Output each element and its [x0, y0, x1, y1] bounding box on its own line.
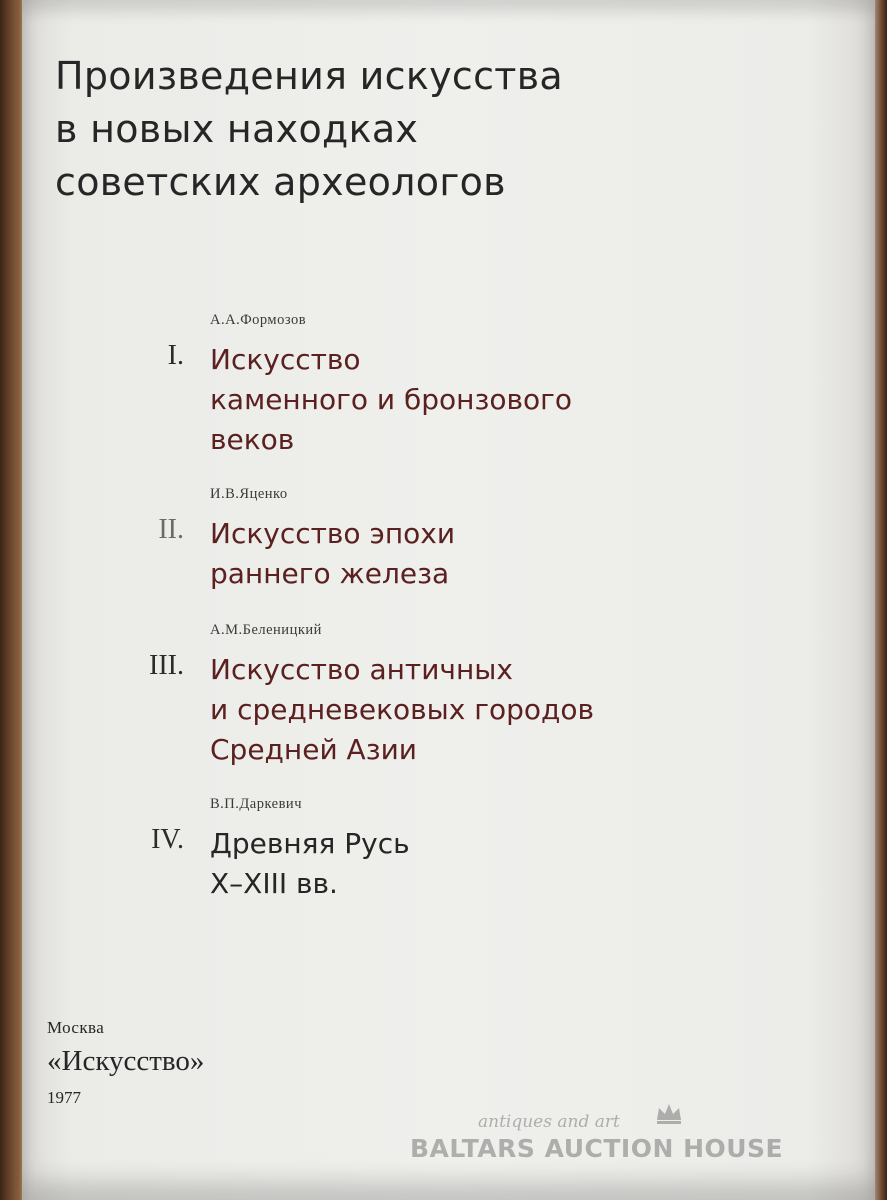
book-title-line: Произведения искусства — [55, 54, 563, 98]
publisher-block — [47, 1018, 204, 1108]
section-numeral: IV. — [151, 824, 184, 855]
publisher-name: «Искусство» — [47, 1045, 205, 1077]
section-title-line: каменного и бронзового — [210, 383, 572, 416]
section-title — [210, 650, 594, 770]
section-title-line: X–XIII вв. — [210, 867, 338, 900]
section-title-line: Искусство эпохи — [210, 517, 456, 550]
book-title — [55, 50, 715, 209]
section-title-line: Древняя Русь — [210, 827, 410, 860]
section-title-line: Средней Азии — [210, 733, 417, 766]
title-page — [22, 0, 875, 1200]
section-title-line: Искусство — [210, 343, 361, 376]
section-title — [210, 340, 572, 460]
watermark-name: BALTARS AUCTION HOUSE — [410, 1134, 784, 1163]
watermark-tagline: antiques and art — [478, 1112, 620, 1132]
section-title-line: раннего железа — [210, 557, 450, 590]
section-title-line: веков — [210, 423, 295, 456]
auction-house-watermark — [410, 1112, 830, 1172]
section-numeral: I. — [167, 340, 184, 371]
book-title-line: советских археологов — [55, 160, 506, 204]
section-author: В.П.Даркевич — [210, 796, 302, 812]
section-title — [210, 824, 410, 904]
section-title — [210, 514, 455, 594]
section-numeral: III. — [149, 650, 184, 681]
crown-icon — [655, 1102, 683, 1124]
section-author: А.М.Беленицкий — [210, 622, 322, 638]
section-numeral: II. — [158, 514, 184, 545]
section-author: И.В.Яценко — [210, 486, 288, 502]
book-binding-right — [873, 0, 887, 1200]
section-title-line: Искусство античных — [210, 653, 513, 686]
publication-year: 1977 — [47, 1088, 81, 1107]
publisher-city: Москва — [47, 1018, 105, 1037]
section-title-line: и средневековых городов — [210, 693, 594, 726]
section-author: А.А.Формозов — [210, 312, 307, 328]
book-title-line: в новых находках — [55, 107, 419, 151]
